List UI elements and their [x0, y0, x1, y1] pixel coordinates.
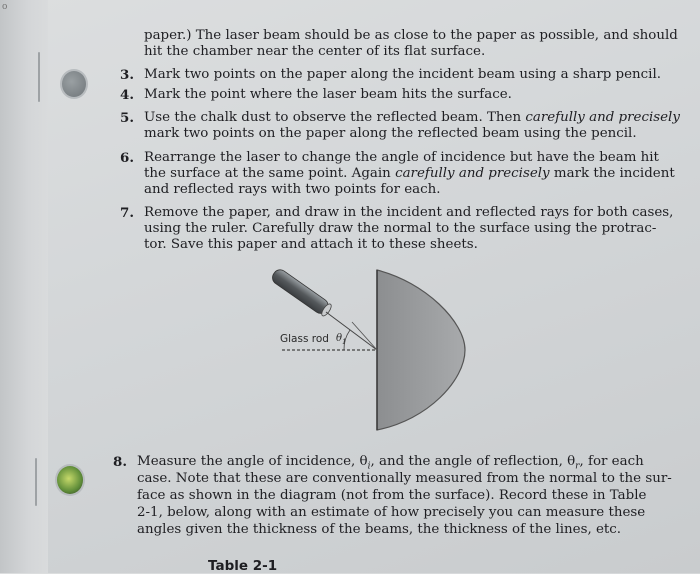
- step-6-number: 6.: [120, 150, 134, 166]
- step-6-line-2-text: the surface at the same point. Again: [144, 166, 391, 181]
- binder-line-bottom: [35, 458, 37, 506]
- laser-rod: [270, 267, 333, 318]
- theta-subscript: 1: [342, 338, 347, 346]
- step-8-line-1-a: Measure the angle of incidence, θ: [137, 454, 368, 469]
- step-6-line-1: Rearrange the laser to change the angle of incidence but have the beam hit: [144, 150, 659, 165]
- step-6-line-3: and reflected rays with two points for each.: [144, 182, 441, 197]
- step-5-line-1-text: Use the chalk dust to observe the reflected beam. Then: [144, 110, 522, 125]
- step-7-line-1: Remove the paper, and draw in the incident and reflected rays for both cases,: [144, 205, 674, 220]
- intro-line-1: paper.) The laser beam should be as close to the paper as possible, and should: [144, 28, 678, 43]
- step-7-number: 7.: [120, 205, 134, 221]
- reflection-diagram: [260, 262, 480, 432]
- table-title: Table 2-1: [208, 558, 278, 574]
- step-8-line-4: 2-1, below, along with an estimate of how precisely you can measure these: [137, 505, 646, 520]
- step-5-emphasis: carefully and precisely: [525, 110, 680, 125]
- step-8-line-1-b: , and the angle of reflection, θ: [370, 454, 576, 469]
- reflected-ray: [352, 322, 377, 350]
- step-7-line-2: using the ruler. Carefully draw the normal to the surface using the protrac-: [144, 221, 657, 236]
- binder-ring-hole-bottom: [55, 464, 85, 496]
- step-8-line-2: case. Note that these are conventionally measured from the normal to the sur-: [137, 471, 672, 486]
- step-8-number: 8.: [113, 454, 127, 470]
- step-5-number: 5.: [120, 110, 134, 126]
- binder-spine: [0, 0, 48, 573]
- step-7-line-3: tor. Save this paper and attach it to these sheets.: [144, 237, 478, 252]
- step-6-line-2-tail: mark the incident: [553, 166, 675, 181]
- step-5-line-1: [144, 110, 680, 126]
- step-4-number: 4.: [120, 87, 134, 103]
- glass-rod-label: Glass rod: [280, 333, 329, 345]
- step-3-text: Mark two points on the paper along the incident beam using a sharp pencil.: [144, 67, 661, 82]
- theta-r-subscript: r: [575, 461, 580, 472]
- step-8-line-3: face as shown in the diagram (not from the surface). Record these in Table: [137, 488, 647, 503]
- intro-line-2: hit the chamber near the center of its flat surface.: [144, 44, 486, 59]
- step-3-number: 3.: [120, 67, 134, 83]
- theta-1-label: [336, 333, 347, 346]
- step-6-emphasis: carefully and precisely: [395, 166, 550, 181]
- margin-mark: o: [2, 2, 8, 12]
- binder-ring-hole-top: [60, 69, 88, 99]
- step-8-line-1-c: , for each: [579, 454, 644, 469]
- semicircular-chamber: [377, 270, 465, 430]
- binder-line-top: [38, 52, 40, 102]
- step-4-text: Mark the point where the laser beam hits the surface.: [144, 87, 512, 102]
- incident-ray: [326, 312, 377, 350]
- theta-symbol: θ: [336, 333, 343, 344]
- theta-i-subscript: i: [367, 461, 371, 472]
- step-5-line-2: mark two points on the paper along the reflected beam using the pencil.: [144, 126, 637, 141]
- step-6-line-2: [144, 166, 675, 182]
- step-8-line-5: angles given the thickness of the beams, the thickness of the lines, etc.: [137, 522, 622, 537]
